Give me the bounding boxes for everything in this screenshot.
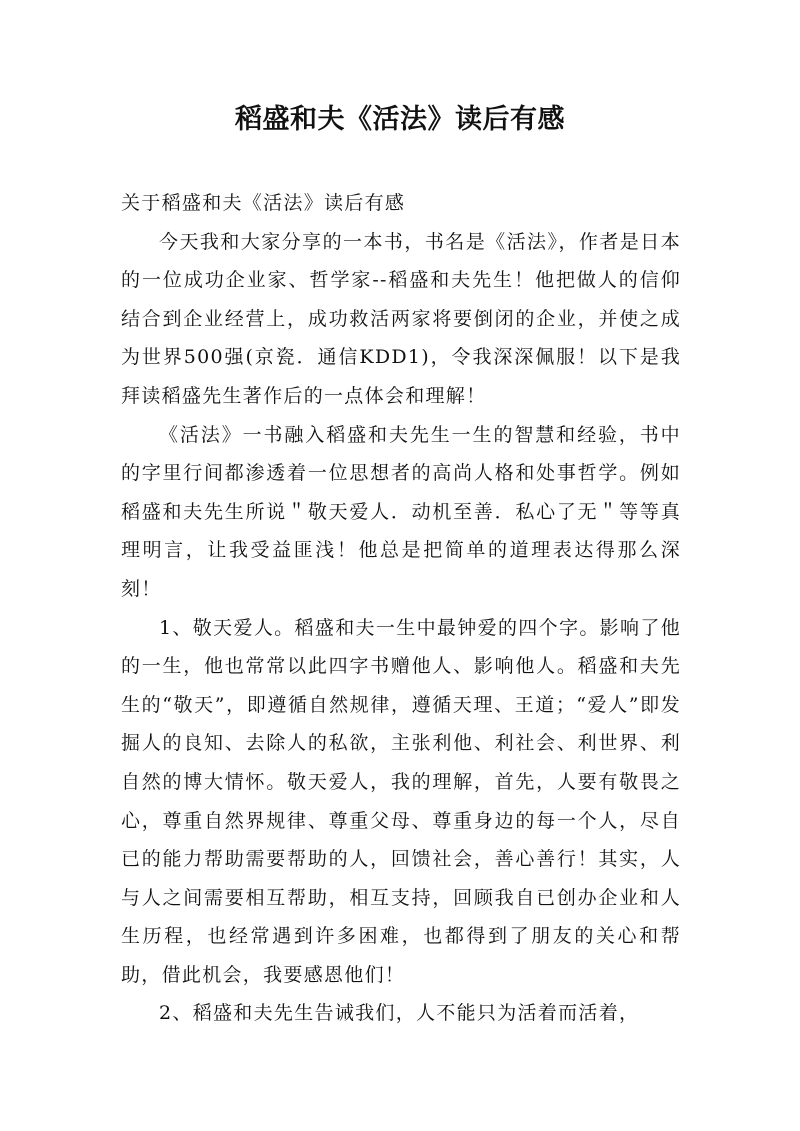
document-body [121, 184, 681, 1033]
body-paragraph-2: 《活法》一书融入稻盛和夫先生一生的智慧和经验，书中的字里行间都渗透着一位思想者的高尚人格和处事哲学。例如稻盛和夫先生所说＂敬天爱人．动机至善．私心了无＂等等真理明言，让我受益匪浅！他总是把简单的道理表达得那么深刻！ [121, 423, 681, 600]
page-title: 稻盛和夫《活法》读后有感 [235, 104, 565, 135]
body-paragraph-3: 1、敬天爱人。稻盛和夫一生中最钟爱的四个字。影响了他的一生，他也常常以此四字书赠他人、影响他人。稻盛和夫先生的“敬天”，即遵循自然规律，遵循天理、王道；“爱人”即发掘人的良知、去除人的私欲，主张利他、利社会、利世界、利自然的博大情怀。敬天爱人，我的理解，首先，人要有敬畏之心，尊重自然界规律、尊重父母、尊重身边的每一个人，尽自已的能力帮助需要帮助的人，回馈社会，善心善行！其实，人与人之间需要相互帮助，相互支持，回顾我自已创办企业和人生历程，也经常遇到许多困难，也都得到了朋友的关心和帮助，借此机会，我要感恩他们！ [121, 616, 681, 986]
document-subtitle: 关于稻盛和夫《活法》读后有感 [121, 192, 406, 214]
body-paragraph-4: 2、稻盛和夫先生告诫我们，人不能只为活着而活着， [159, 1002, 640, 1025]
body-paragraph-1: 今天我和大家分享的一本书，书名是《活法》，作者是日本的一位成功企业家、哲学家--稻盛和夫先生！他把做人的信仰结合到企业经营上，成功救活两家将要倒闭的企业，并使之成为世界500强(京瓷．通信KDD1)，令我深深佩服！以下是我拜读稻盛先生著作后的一点体会和理解！ [121, 230, 681, 407]
